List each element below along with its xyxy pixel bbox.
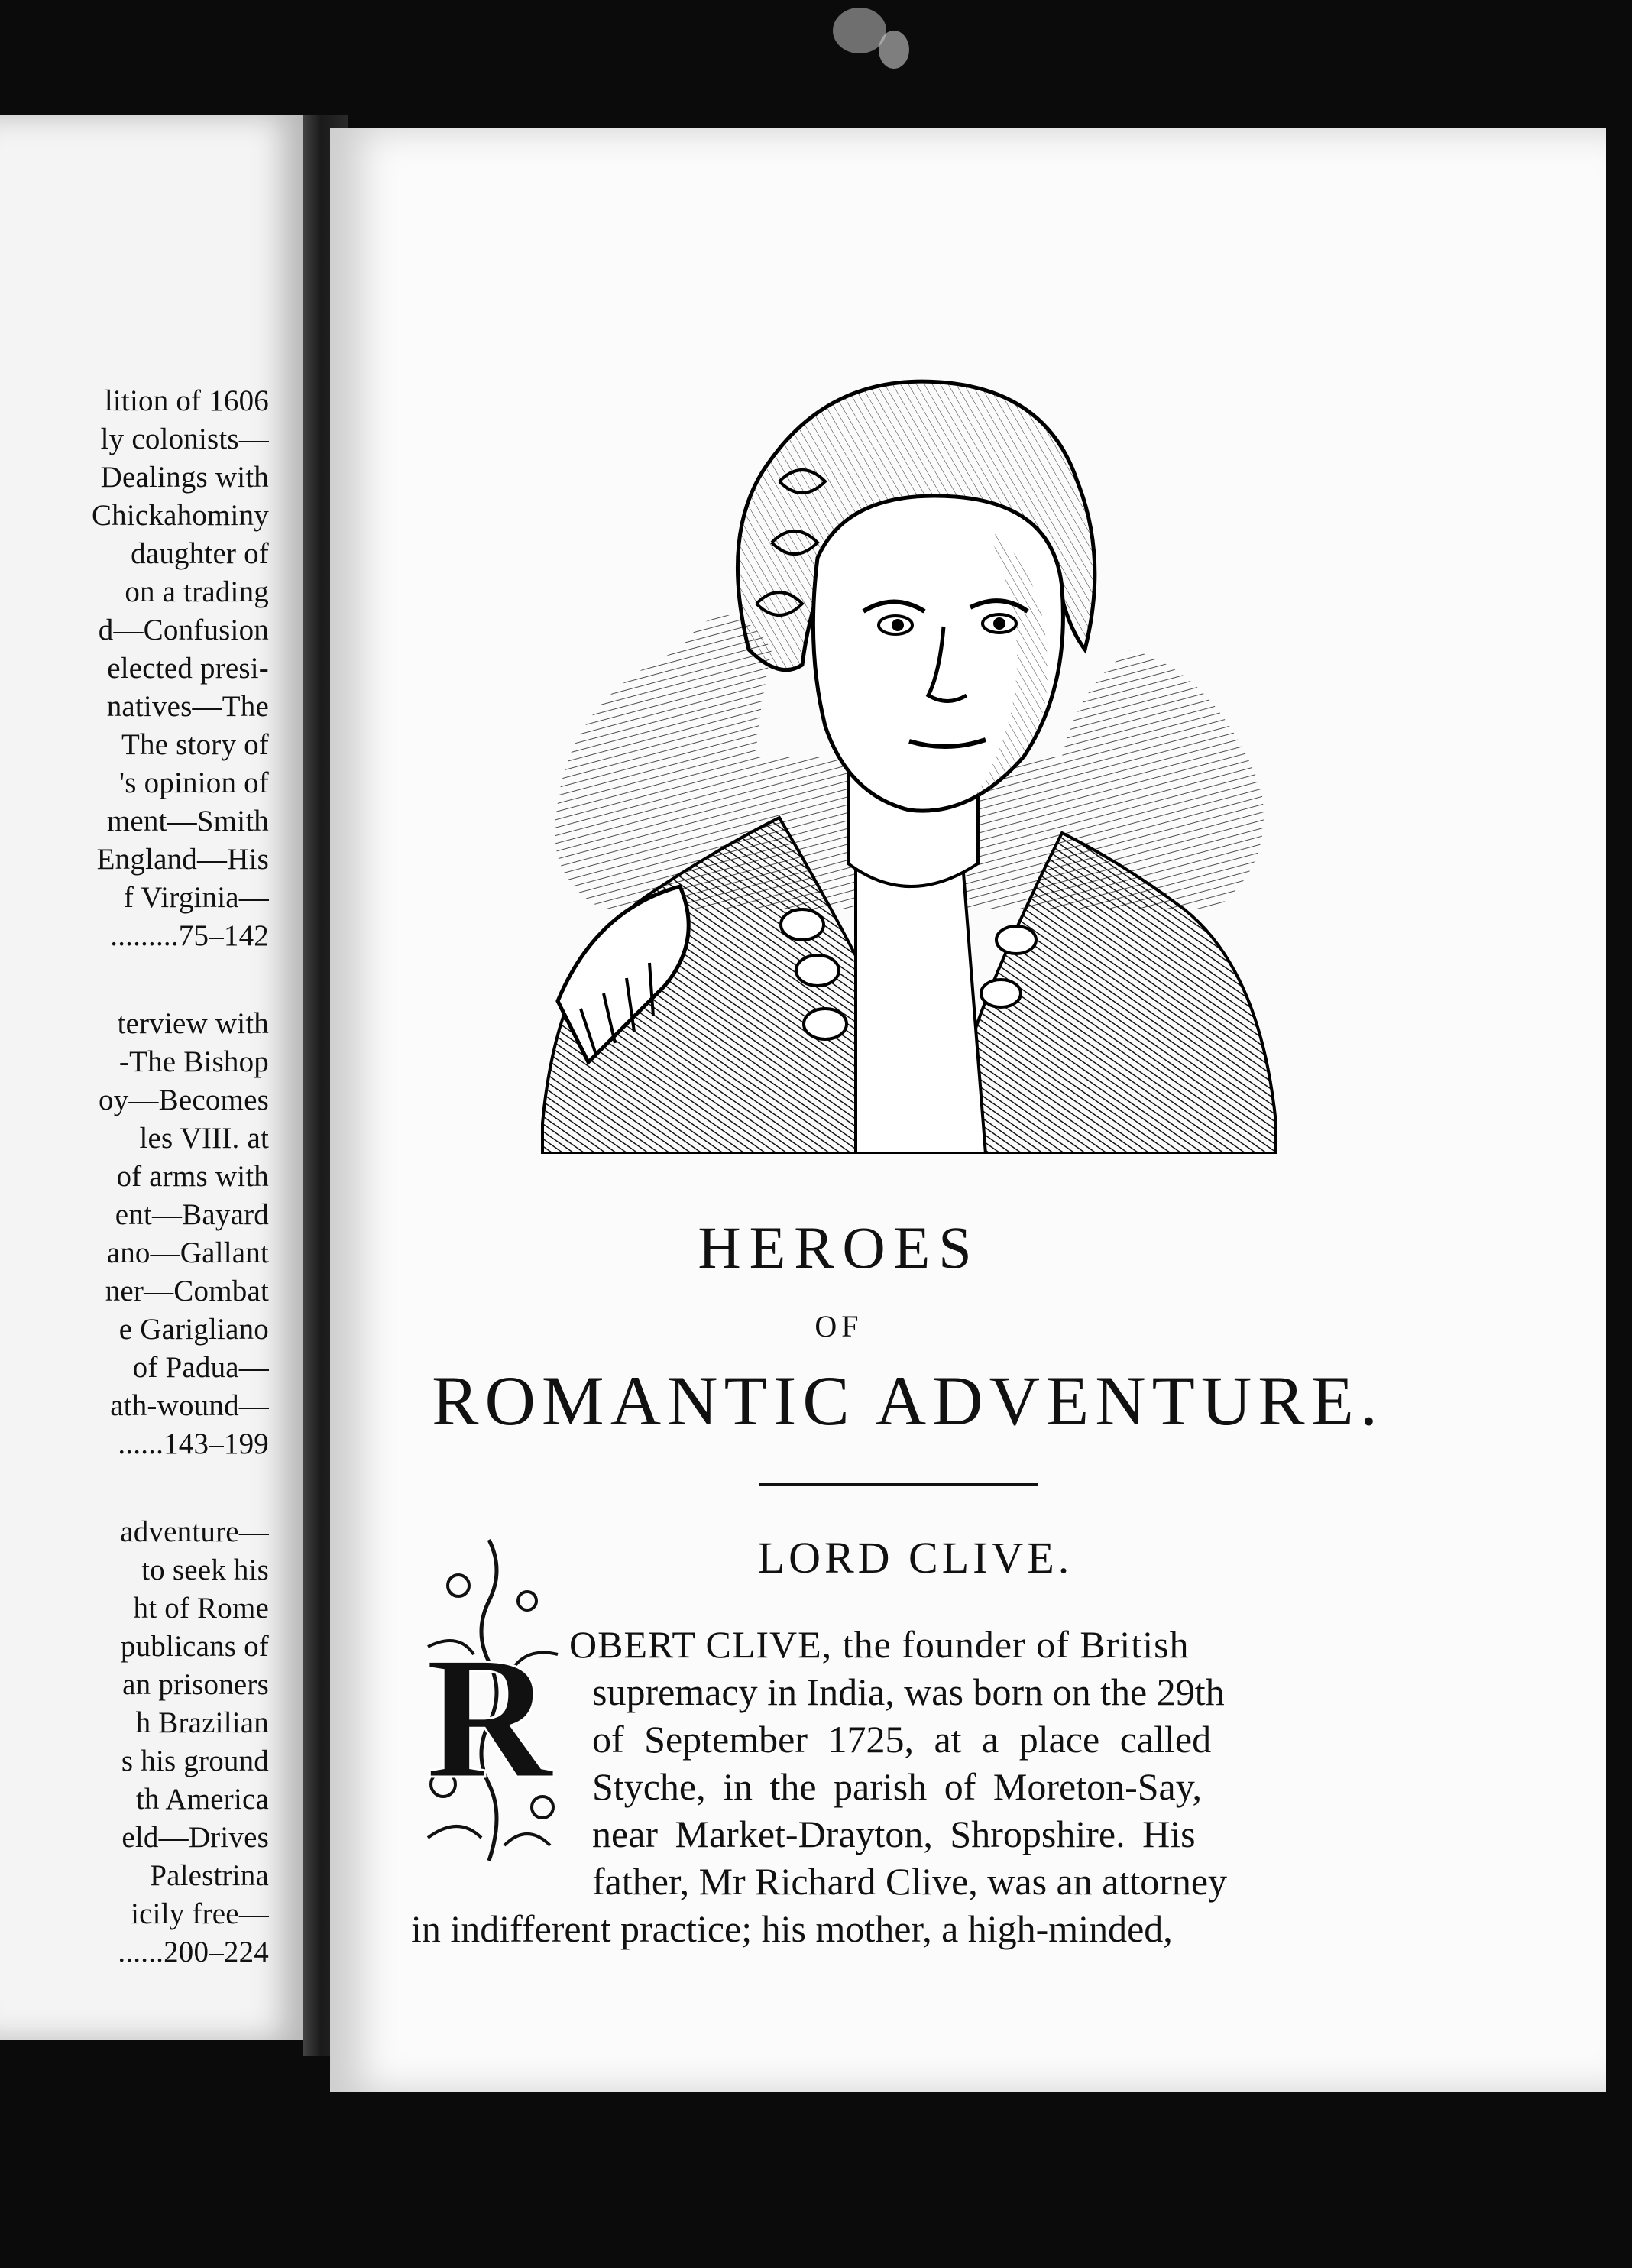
left-page-line: d—Confusion: [98, 614, 269, 646]
left-page-line: eld—Drives: [121, 1821, 269, 1854]
left-page-line: Palestrina: [150, 1859, 269, 1892]
left-page-line: lition of 1606: [104, 384, 269, 417]
body-line: father, Mr Richard Clive, was an attorney: [592, 1860, 1228, 1903]
left-page-line: 's opinion of: [119, 766, 269, 799]
left-page-line: of arms with: [116, 1160, 269, 1193]
left-page-line: ......200–224: [118, 1936, 269, 1968]
left-page-line: e Garigliano: [118, 1313, 269, 1346]
title-line-of: OF: [814, 1309, 863, 1343]
body-line: OBERT CLIVE, the founder of British: [569, 1623, 1190, 1666]
left-page-line: elected presi-: [107, 652, 269, 685]
left-page-line: icily free—: [131, 1897, 269, 1930]
decorated-initial-r-icon: [413, 1532, 565, 1868]
title-rule: [759, 1483, 1038, 1486]
left-page: [0, 115, 313, 2040]
left-page-line: The story of: [121, 728, 269, 761]
left-page-line: Dealings with: [100, 461, 269, 494]
body-line: in indifferent practice; his mother, a high-minded,: [411, 1907, 1173, 1950]
left-page-line: daughter of: [131, 537, 269, 570]
left-page-line: to seek his: [141, 1554, 269, 1586]
engraved-portrait-icon: [527, 329, 1291, 1154]
left-page-line: terview with: [117, 1007, 269, 1040]
left-page-line: Chickahominy: [91, 499, 269, 532]
left-page-line: ......143–199: [118, 1427, 269, 1460]
title-line-heroes: HEROES: [698, 1214, 980, 1281]
left-page-line: of Padua—: [132, 1351, 269, 1384]
left-page-line: .........75–142: [110, 919, 269, 952]
title-line-romantic-adventure: ROMANTIC ADVENTURE.: [432, 1362, 1384, 1440]
left-page-line: ht of Rome: [133, 1592, 269, 1625]
dust-spot: [879, 31, 909, 69]
left-page-line: th America: [135, 1783, 269, 1816]
body-line: Styche, in the parish of Moreton-Say,: [592, 1765, 1202, 1808]
left-page-line: an prisoners: [122, 1668, 269, 1701]
left-page-line: on a trading: [125, 575, 269, 608]
left-page-line: h Brazilian: [135, 1706, 269, 1739]
left-page-line: England—His: [96, 843, 269, 876]
left-page-line: ath-wound—: [110, 1389, 269, 1422]
left-page-line: -The Bishop: [118, 1045, 269, 1078]
left-page-line: oy—Becomes: [99, 1084, 269, 1116]
left-page-line: adventure—: [120, 1515, 269, 1548]
left-page-line: natives—The: [106, 690, 269, 723]
section-heading: LORD CLIVE.: [757, 1533, 1073, 1583]
body-line: of September 1725, at a place called: [592, 1718, 1212, 1761]
left-page-line: ano—Gallant: [106, 1236, 269, 1269]
left-page-line: les VIII. at: [139, 1122, 269, 1155]
left-page-line: s his ground: [121, 1745, 269, 1777]
left-page-line: ment—Smith: [106, 805, 269, 838]
left-page-line: publicans of: [120, 1630, 269, 1663]
left-page-line: ly colonists—: [100, 423, 269, 455]
body-line: supremacy in India, was born on the 29th: [592, 1670, 1225, 1713]
drop-cap-letter: R: [425, 1620, 553, 1815]
body-line: near Market-Drayton, Shropshire. His: [592, 1813, 1196, 1855]
left-page-line: ent—Bayard: [115, 1198, 269, 1231]
left-page-line: ner—Combat: [105, 1275, 269, 1307]
left-page-line: f Virginia—: [123, 881, 269, 914]
